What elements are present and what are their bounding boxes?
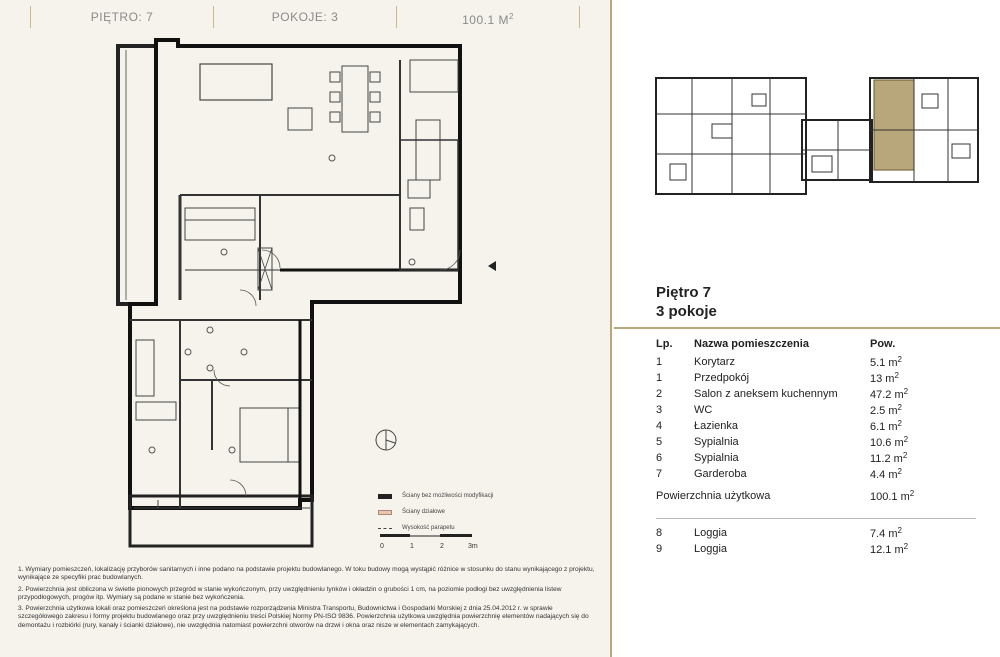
table-row: 5 Sypialnia 10.6 $m^2$ — [656, 435, 909, 449]
bed-2-symbol — [240, 408, 300, 462]
table-row: 3 WC 2.5 $m^2$ — [656, 403, 902, 417]
bathtub-symbol — [136, 340, 154, 396]
table-row: 4 Łazienka 6.1 $m^2$ — [656, 419, 902, 433]
table-row: 9 Loggia 12.1 $m^2$ — [656, 542, 909, 556]
unit-title — [656, 283, 717, 321]
table-row: 2 Salon z aneksem kuchennym 47.2 $m^2$ — [656, 387, 909, 401]
loggia-west — [118, 46, 156, 304]
unit-header — [30, 6, 580, 28]
floor-title: Piętro 7 — [656, 284, 712, 301]
parapet-swatch — [378, 528, 392, 529]
scale-tick-2: 2 — [440, 543, 444, 550]
table-row: 1 Korytarz 5.1 $m^2$ — [656, 355, 902, 369]
bed-symbol — [185, 208, 255, 240]
building-key-plan — [652, 74, 982, 204]
table-row: 6 Sypialnia 11.2 $m^2$ — [656, 451, 908, 465]
legend-load-bearing: Ściany bez możliwości modyfikacji — [378, 488, 558, 504]
rooms-table-header — [656, 338, 976, 354]
note-1: 1. Wymiary pomieszczeń, lokalizację przyborów sanitarnych i inne podano na podstawie projektu budowlanego. W toku budowy mogą wystąpić różnice w stosunku do stanu wynikającego z projektu, wynikające ze specyfiki prac budowlanych. — [18, 566, 595, 582]
summary-panel — [614, 0, 1000, 657]
total-area-row — [656, 488, 976, 504]
legend-partition: Ściany działowe — [378, 504, 558, 520]
col-lp-header: Lp. — [656, 338, 673, 350]
loggia-south — [130, 496, 312, 546]
rooms-count-label: POKOJE: 3 — [213, 6, 396, 28]
partition-swatch — [378, 510, 392, 515]
title-divider — [614, 327, 1000, 329]
scale-tick-0: 0 — [380, 543, 384, 550]
rooms-title: 3 pokoje — [656, 303, 717, 320]
load-bearing-swatch — [378, 494, 392, 499]
col-area-header: Pow. — [870, 338, 896, 350]
scale-bar — [376, 532, 486, 552]
col-name-header: Nazwa pomieszczenia — [694, 338, 809, 350]
area-label: 100.1 $M^2$ — [396, 6, 580, 28]
floor-label: PIĘTRO: 7 — [30, 6, 213, 28]
sofa-symbol — [200, 64, 272, 100]
footnotes — [18, 566, 598, 633]
total-label: Powierzchnia użytkowa — [656, 490, 771, 502]
table-row: 7 Garderoba 4.4 $m^2$ — [656, 467, 902, 481]
dining-table-symbol — [342, 66, 368, 132]
note-2: 2. Powierzchnia jest obliczona w świetle pionowych przegród w stanie wykończonym, przy uwzględnieniu tynków i okładzin o grubości 1 cm, na poziomie podłogi bez uwzględnienia listew przypodłogowych, progów itp. Wymiary są podane w stanie bez wykończenia. — [18, 585, 562, 601]
note-3: 3. Powierzchnia użytkowa lokali oraz pomieszczeń określona jest na podstawie rozporządzenia Ministra Transportu, Budownictwa i Gospodarki Morskiej z dnia 25.04.2012 r. w sprawie szczegółowego zakresu i formy projektu budowlanego oraz przy uwzględnieniu treści Polskiej Normy PN-ISO 9836. Powierzchnia użytkowa uwzględnia powierzchnię elementów nadających się do demontażu i rozbiórki (rury, kanały i ścianki działowe), nie uwzględnia natomiast powierzchni otworów na drzwi i okna oraz nisze w elementach zamykających. — [18, 605, 589, 629]
legend-parapet: Wysokość parapetu — [378, 520, 558, 536]
highlighted-unit — [874, 80, 914, 170]
plan-legend — [378, 488, 558, 536]
table-row: 1 Przedpokój 13 $m^2$ — [656, 371, 899, 385]
floor-plan-drawing — [0, 30, 612, 560]
scale-tick-3: 3m — [468, 543, 478, 550]
loggia-divider — [656, 518, 976, 519]
rooms-table — [656, 338, 976, 557]
total-area-value: 100.1 $m^2$ — [870, 489, 915, 503]
scale-tick-1: 1 — [410, 543, 414, 550]
table-row: 8 Loggia 7.4 $m^2$ — [656, 526, 902, 540]
entrance-arrow — [488, 261, 496, 271]
compass-rose — [376, 430, 396, 450]
